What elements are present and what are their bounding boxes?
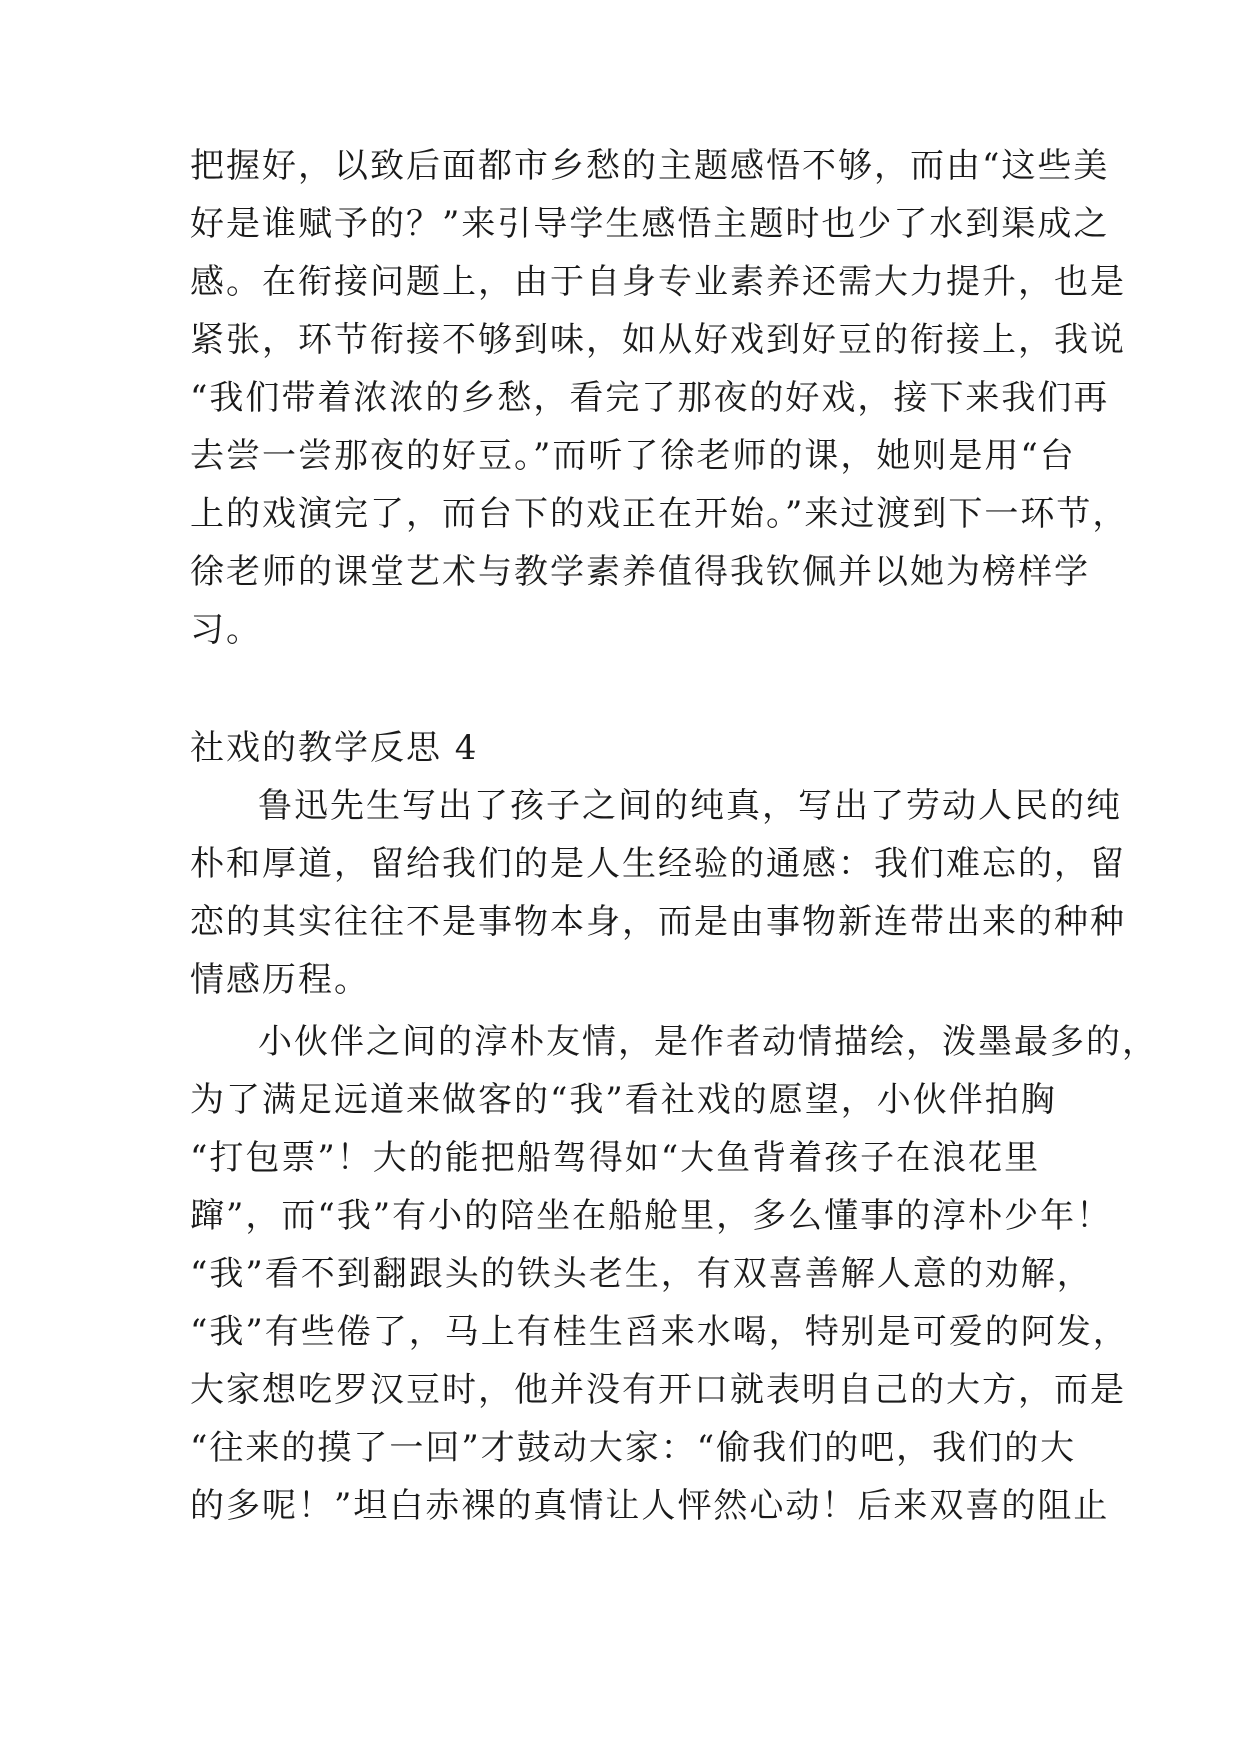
text-line: 为了满足远道来做客的“我”看社戏的愿望，小伙伴拍胸	[190, 1080, 1057, 1120]
text-line: “往来的摸了一回”才鼓动大家：“偷我们的吧，我们的大	[190, 1428, 1077, 1468]
text-line: 上的戏演完了，而台下的戏正在开始。”来过渡到下一环节，	[190, 494, 1129, 534]
text-line: 鲁迅先生写出了孩子之间的纯真，写出了劳动人民的纯	[258, 786, 1122, 826]
text-line: 感。在衔接问题上，由于自身专业素养还需大力提升，也是	[190, 262, 1126, 302]
text-line: 小伙伴之间的淳朴友情，是作者动情描绘，泼墨最多的，	[258, 1022, 1158, 1062]
text-line: “我”有些倦了，马上有桂生舀来水喝，特别是可爱的阿发，	[190, 1312, 1129, 1352]
text-line: “打包票”！大的能把船驾得如“大鱼背着孩子在浪花里	[190, 1138, 1041, 1178]
text-line: 情感历程。	[190, 960, 370, 1000]
text-line: 徐老师的课堂艺术与教学素养值得我钦佩并以她为榜样学	[190, 552, 1090, 592]
text-line: 去尝一尝那夜的好豆。”而听了徐老师的课，她则是用“台	[190, 436, 1076, 476]
section-title: 社戏的教学反思 4	[190, 728, 479, 768]
text-line: 蹿”，而“我”有小的陪坐在船舱里，多么懂事的淳朴少年！	[190, 1196, 1113, 1236]
text-line: 朴和厚道，留给我们的是人生经验的通感：我们难忘的，留	[190, 844, 1126, 884]
text-line: 恋的其实往往不是事物本身，而是由事物新连带出来的种种	[190, 902, 1126, 942]
text-line: 紧张，环节衔接不够到味，如从好戏到好豆的衔接上，我说	[190, 320, 1126, 360]
text-line: 的多呢！”坦白赤裸的真情让人怦然心动！后来双喜的阻止	[190, 1486, 1110, 1526]
text-line: “我们带着浓浓的乡愁，看完了那夜的好戏，接下来我们再	[190, 378, 1110, 418]
text-line: 好是谁赋予的？”来引导学生感悟主题时也少了水到渠成之	[190, 204, 1110, 244]
text-line: 习。	[190, 610, 262, 650]
text-line: 把握好，以致后面都市乡愁的主题感悟不够，而由“这些美	[190, 146, 1110, 186]
text-line: “我”看不到翻跟头的铁头老生，有双喜善解人意的劝解，	[190, 1254, 1093, 1294]
text-line: 大家想吃罗汉豆时，他并没有开口就表明自己的大方，而是	[190, 1370, 1126, 1410]
